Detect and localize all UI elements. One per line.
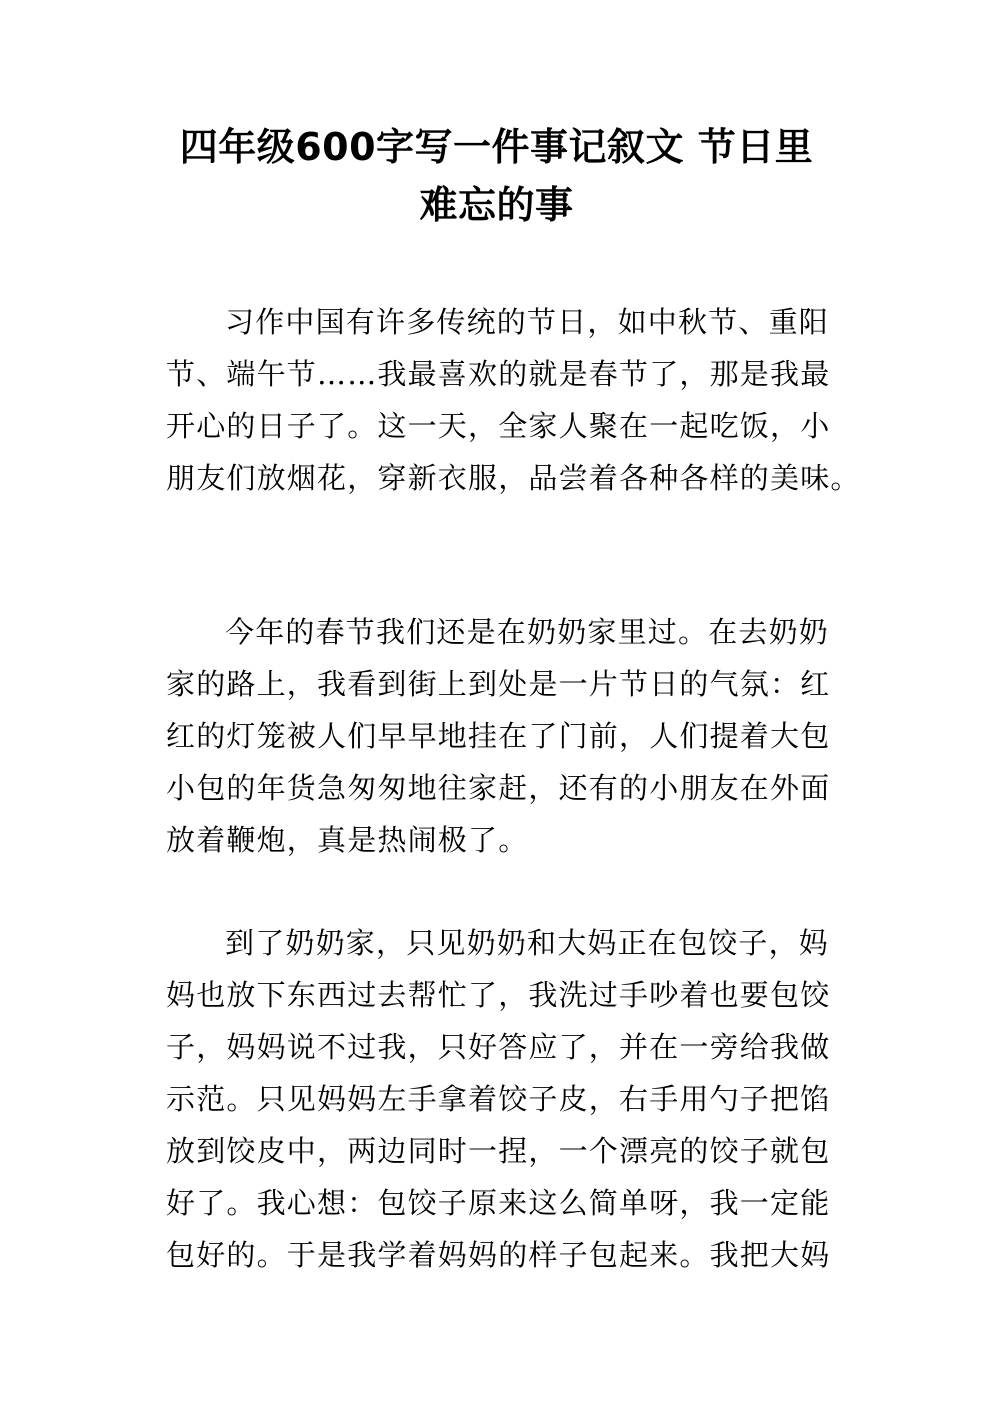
title-line: 四年级600字写一件事记叙文 节日里 bbox=[179, 125, 814, 169]
paragraph-line: 妈也放下东西过去帮忙了，我洗过手吵着也要包饺 bbox=[166, 978, 831, 1012]
paragraph-line: 朋友们放烟花，穿新衣服，品尝着各种各样的美味。 bbox=[166, 461, 861, 495]
paragraph-line: 开心的日子了。这一天，全家人聚在一起吃饭，小 bbox=[166, 409, 831, 443]
paragraph-line: 到了奶奶家，只见奶奶和大妈正在包饺子，妈 bbox=[225, 926, 830, 960]
paragraph-line: 红的灯笼被人们早早地挂在了门前，人们提着大包 bbox=[166, 719, 831, 753]
document-title bbox=[160, 118, 833, 234]
paragraph bbox=[166, 606, 838, 866]
paragraph-line: 包好的。于是我学着妈妈的样子包起来。我把大妈 bbox=[166, 1238, 831, 1272]
paragraph-line: 示范。只见妈妈左手拿着饺子皮，右手用勺子把馅 bbox=[166, 1082, 831, 1116]
paragraph-line: 今年的春节我们还是在奶奶家里过。在去奶奶 bbox=[225, 615, 830, 649]
paragraph-line: 放到饺皮中，两边同时一捏，一个漂亮的饺子就包 bbox=[166, 1134, 831, 1168]
paragraph-line: 节、端午节……我最喜欢的就是春节了，那是我最 bbox=[166, 357, 831, 391]
paragraph-line: 放着鞭炮，真是热闹极了。 bbox=[166, 823, 529, 857]
paragraph bbox=[166, 296, 861, 504]
paragraph-line: 小包的年货急匆匆地往家赶，还有的小朋友在外面 bbox=[166, 771, 831, 805]
paragraph bbox=[166, 917, 838, 1281]
title-line: 难忘的事 bbox=[419, 183, 574, 227]
paragraph-line: 子，妈妈说不过我，只好答应了，并在一旁给我做 bbox=[166, 1030, 831, 1064]
paragraph-line: 好了。我心想：包饺子原来这么简单呀，我一定能 bbox=[166, 1186, 831, 1220]
paragraph-line: 习作中国有许多传统的节日，如中秋节、重阳 bbox=[225, 305, 830, 339]
paragraph-line: 家的路上，我看到街上到处是一片节日的气氛：红 bbox=[166, 667, 831, 701]
